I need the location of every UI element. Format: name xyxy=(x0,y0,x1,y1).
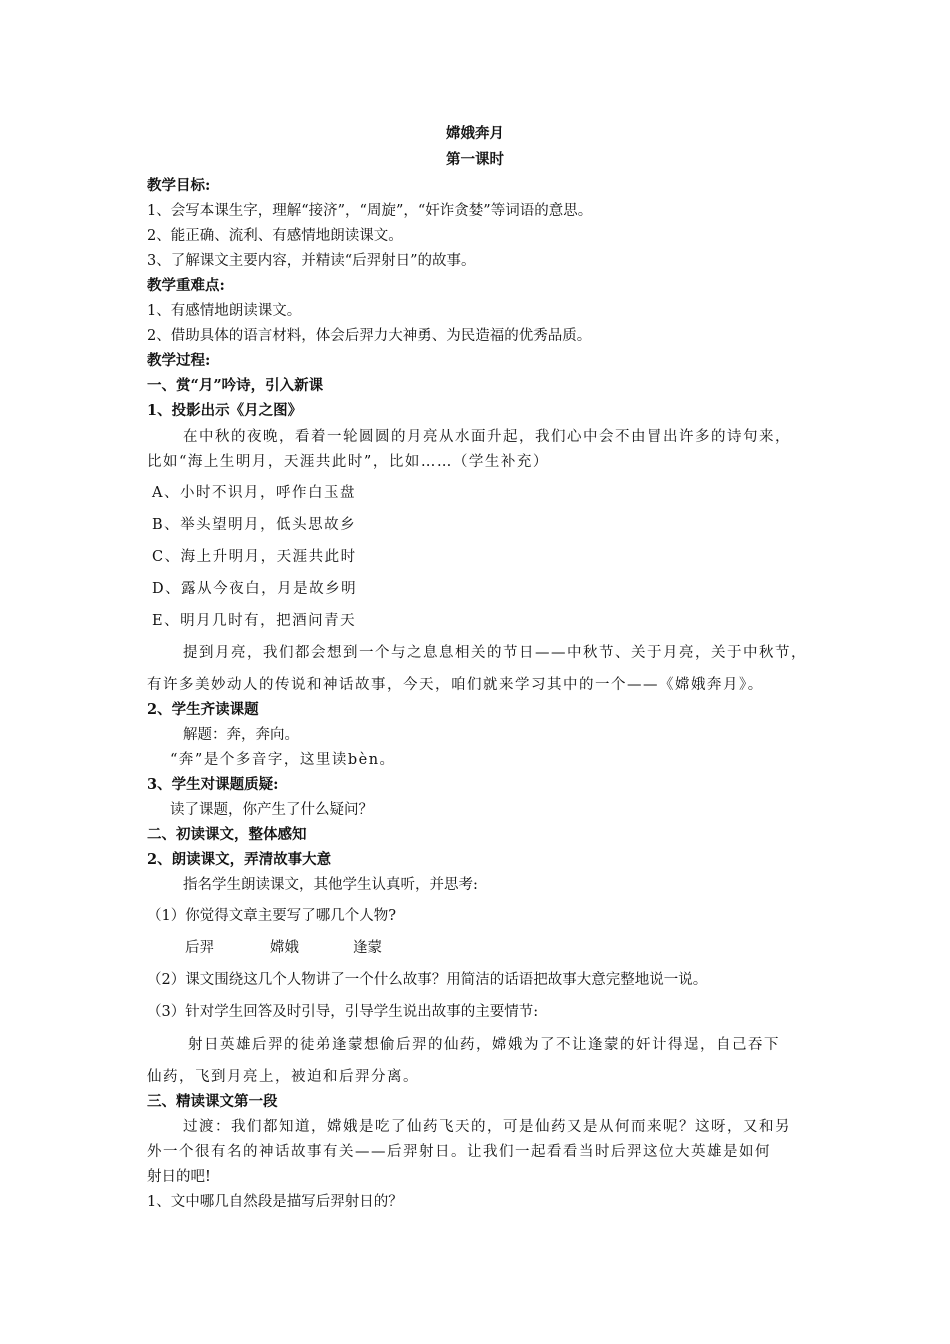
part3-transition-line2: 外一个很有名的神话故事有关——后羿射日。让我们一起看看当时后羿这位大英雄是如何 xyxy=(147,1144,771,1160)
part2-question1: （1）你觉得文章主要写了哪几个人物? xyxy=(147,908,396,924)
part1-step1-para-line2: 比如“海上生明月，天涯共此时”，比如……（学生补充） xyxy=(147,454,549,470)
part1-step2-line2: “奔”是个多音字，这里读bèn。 xyxy=(170,752,396,768)
summary-line1: 射日英雄后羿的徒弟逢蒙想偷后羿的仙药，嫦娥为了不让逢蒙的奸计得逞，自己吞下 xyxy=(188,1037,780,1053)
part2-step2-heading: 2、朗读课文，弄清故事大意 xyxy=(147,851,332,868)
part1-step3-heading: 3、学生对课题质疑: xyxy=(147,776,279,793)
part1-intro-line1: 提到月亮，我们都会想到一个与之息息相关的节日——中秋节、关于月亮，关于中秋节， xyxy=(183,645,807,661)
key-heading: 教学重难点: xyxy=(147,277,225,294)
part1-step3-line1: 读了课题，你产生了什么疑问？ xyxy=(170,802,373,818)
part1-intro-line2: 有许多美妙动人的传说和神话故事，今天，咱们就来学习其中的一个——《嫦娥奔月》。 xyxy=(147,677,764,693)
process-heading: 教学过程: xyxy=(147,352,211,369)
goals-heading: 教学目标: xyxy=(147,177,211,194)
part3-question1: 1、文中哪几自然段是描写后羿射日的？ xyxy=(147,1194,403,1210)
part3-heading: 三、精读课文第一段 xyxy=(147,1093,278,1110)
part1-step1-heading: 1、投影出示《月之图》 xyxy=(147,402,303,419)
doc-title: 嫦娥奔月 xyxy=(446,125,504,142)
name-change: 嫦娥 xyxy=(270,940,299,956)
part3-transition-line3: 射日的吧! xyxy=(147,1169,211,1185)
key-1: 1、有感情地朗读课文。 xyxy=(147,303,302,319)
doc-subtitle: 第一课时 xyxy=(446,151,504,168)
part1-step2-heading: 2、学生齐读课题 xyxy=(147,701,259,718)
poem-a: A、小时不识月，呼作白玉盘 xyxy=(152,485,356,501)
part3-transition-line1: 过渡：我们都知道，嫦娥是吃了仙药飞天的，可是仙药又是从何而来呢？这呀，又和另 xyxy=(183,1119,791,1135)
part1-heading: 一、赏“月”吟诗，引入新课 xyxy=(147,377,324,394)
part2-question2: （2）课文围绕这几个人物讲了一个什么故事？用简洁的话语把故事大意完整地说一说。 xyxy=(147,972,708,988)
poem-d: D、露从今夜白，月是故乡明 xyxy=(152,581,358,597)
part1-step2-line1: 解题：奔，奔向。 xyxy=(183,727,299,743)
poem-c: C、海上升明月，天涯共此时 xyxy=(152,549,357,565)
part2-step2-line1: 指名学生朗读课文，其他学生认真听，并思考: xyxy=(183,877,478,893)
part1-step1-para-line1: 在中秋的夜晚，看着一轮圆圆的月亮从水面升起，我们心中会不由冒出许多的诗句来， xyxy=(183,429,791,445)
goal-2: 2、能正确、流利、有感情地朗读课文。 xyxy=(147,228,403,244)
key-2: 2、借助具体的语言材料，体会后羿力大神勇、为民造福的优秀品质。 xyxy=(147,328,592,344)
name-fengmeng: 逢蒙 xyxy=(353,940,382,956)
name-houyi: 后羿 xyxy=(185,940,214,956)
poem-b: B、举头望明月，低头思故乡 xyxy=(152,517,357,533)
poem-e: E、明月几时有，把酒问青天 xyxy=(152,613,357,629)
part2-heading: 二、初读课文，整体感知 xyxy=(147,826,307,843)
goal-1: 1、会写本课生字，理解“接济”，“周旋”，“奸诈贪婪”等词语的意思。 xyxy=(147,203,593,219)
part2-question3: （3）针对学生回答及时引导，引导学生说出故事的主要情节: xyxy=(147,1004,539,1020)
summary-line2: 仙药，飞到月亮上，被迫和后羿分离。 xyxy=(147,1069,419,1085)
goal-3: 3、了解课文主要内容，并精读“后羿射日”的故事。 xyxy=(147,253,476,269)
